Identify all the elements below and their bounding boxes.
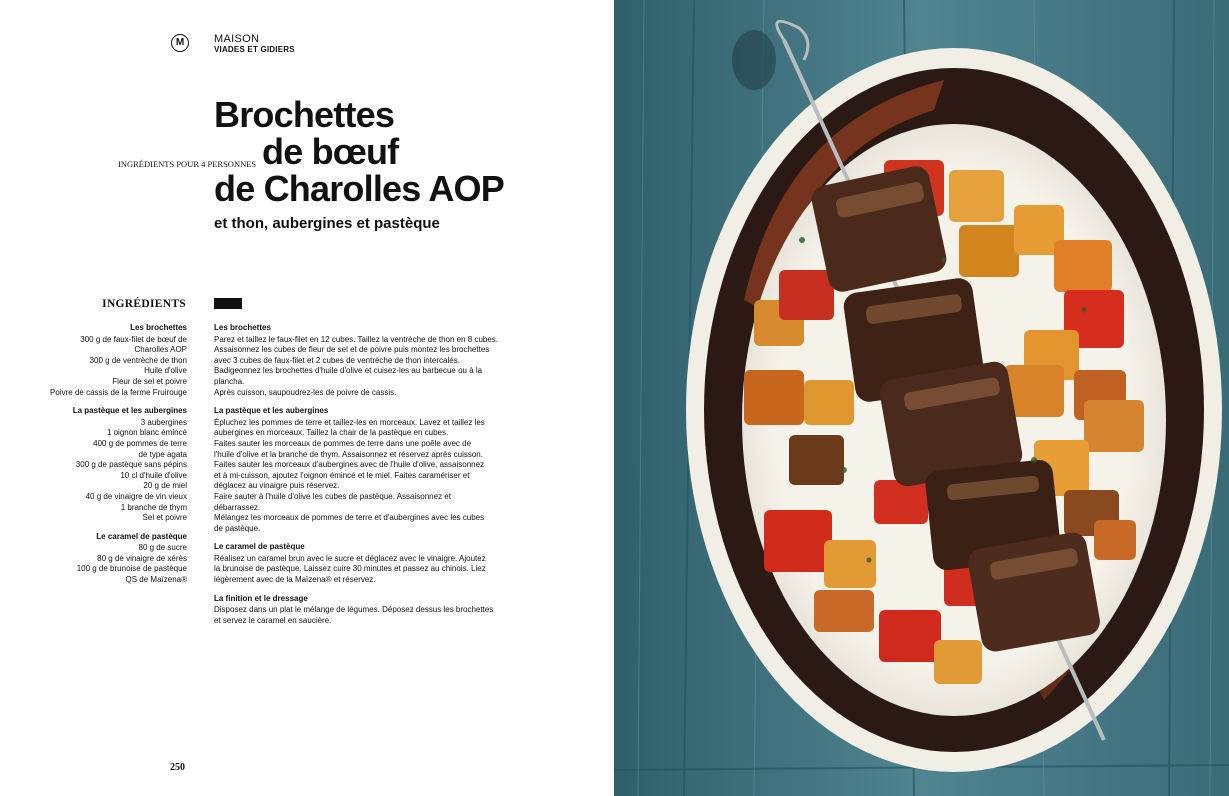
ingredient-item: 300 g de pastèque sans pépins: [75, 460, 187, 470]
method-step: [214, 323, 534, 398]
ingredients-list: [30, 323, 187, 594]
method-step-line: Mélangez les morceaux de pommes de terre et d'aubergines avec les cubes: [214, 513, 485, 523]
ingredient-group-title: Les brochettes: [130, 323, 187, 332]
subsection-label: VIADES ET GIDIERS: [214, 45, 295, 54]
method-step-line: avec 3 cubes de faux-filet et 2 cubes de ventrèche de thon intercalés.: [214, 355, 460, 365]
ingredients-heading: INGRÉDIENTS: [102, 298, 186, 310]
method-step: [214, 594, 534, 627]
ingredient-item: 1 oignon blanc émincé: [106, 428, 187, 438]
method-step-line: et à mi-cuisson, ajoutez l'oignon émincé et le miel. Faites caramériser et: [214, 470, 470, 480]
ingredient-group: [30, 406, 187, 524]
ingredient-item: 400 g de pommes de terre: [93, 438, 187, 448]
ingredient-item: Sel et poivre: [142, 513, 187, 523]
ingredient-item: Fleur de sel et poivre: [112, 376, 187, 386]
ingredient-item: 80 g de sucre: [138, 543, 187, 553]
method-step-line: Après cuisson, saupoudrez-les de poivre de cassis.: [214, 387, 397, 397]
method-step-title: La pastèque et les aubergines: [214, 406, 329, 416]
ingredient-item: Charolles AOP: [134, 345, 187, 355]
method-step-line: Badigeonnez les brochettes d'huile d'olive et cuisez-les au barbecue ou à la: [214, 366, 483, 376]
ingredient-item: de type agata: [138, 449, 187, 459]
ingredient-item: 10 cl d'huile d'olive: [120, 470, 187, 480]
ingredient-item: 80 g de vinaigre de xérès: [97, 553, 187, 563]
method-step-line: Faites sauter les morceaux d'aubergines avec de l'huile d'olive, assaisonnez: [214, 460, 485, 470]
method-step-title: La finition et le dressage: [214, 593, 308, 603]
ingredient-item: 20 g de miel: [143, 481, 187, 491]
recipe-title: [214, 96, 504, 207]
ingredient-group: [30, 323, 187, 398]
method-step-title: Les brochettes: [214, 323, 271, 332]
title-line: Brochettes: [214, 94, 395, 135]
method-step-line: aubergines en morceaux. Taillez la chair de la pastèque en cubes.: [214, 428, 449, 438]
ingredient-item: 3 aubergines: [140, 417, 187, 427]
left-page: [0, 0, 614, 796]
method-step-line: la brunoise de pastèque. Laissez cuire 30 minutes et passez au chinois. Liez: [214, 564, 486, 574]
dish-photo: [614, 0, 1229, 796]
method-step-line: légèrement avec de la Maïzena® et réservez.: [214, 575, 376, 585]
method-step-line: déglacez au vinaigre puis réservez.: [214, 481, 340, 491]
method-step-line: Disposez dans un plat le mélange de légumes. Déposez dessus les brochettes: [214, 605, 494, 615]
photo-illustration: [614, 0, 1229, 796]
ingredient-item: 300 g de ventrèche de thon: [89, 355, 187, 365]
method-step-line: Faire sauter à l'huile d'olive les cubes de pastèque. Assaisonnez et: [214, 491, 451, 501]
method-step-line: Réalisez un caramel brun avec le sucre et déglacez avec le vinaigre. Ajoutez: [214, 553, 486, 563]
ingredient-item: 300 g de faux-filet de bœuf de: [80, 334, 187, 344]
method-steps: [214, 323, 534, 634]
method-step-line: Assaisonnez les cubes de fleur de sel et de poivre puis montez les brochettes: [214, 345, 490, 355]
method-step-line: plancha.: [214, 376, 245, 386]
ingredient-item: Poivre de cassis de la ferme Fruirouge: [50, 387, 187, 397]
method-step-line: Parez et taillez le faux-filet en 12 cubes. Taillez la ventrèche de thon en 8 cubes.: [214, 334, 499, 344]
ingredient-item: 40 g de vinaigre de vin vieux: [85, 491, 187, 501]
method-step: [214, 542, 534, 585]
ingredient-item: 1 branche de thym: [120, 502, 187, 512]
method-step-line: débarrassez.: [214, 502, 261, 512]
maison-badge-icon: M: [171, 34, 189, 52]
method-step-line: et servez le caramel en saucière.: [214, 615, 332, 625]
method-step-line: Épluchez les pommes de terre et taillez-les en morceaux. Lavez et taillez les: [214, 417, 485, 427]
ingredient-group-title: La pastèque et les aubergines: [72, 406, 187, 416]
method-step-line: l'huile d'olive et la branche de thym. Assaisonnez et réservez après cuisson.: [214, 449, 483, 459]
method-step-line: Faites sauter les morceaux de pommes de terre dans une poêle avec de: [214, 438, 472, 448]
section-marker-bar: [214, 298, 242, 309]
method-step-line: de pastèque.: [214, 523, 261, 533]
ingredient-group-title: Le caramel de pastèque: [96, 531, 187, 541]
ingredient-group: [30, 532, 187, 586]
method-step-title: Le caramel de pastèque: [214, 542, 305, 552]
title-line: de Charolles AOP: [214, 168, 504, 209]
ingredient-item: Huile d'olive: [144, 366, 187, 376]
ingredient-item: QS de Maïzena®: [125, 575, 187, 585]
section-label: MAISON: [214, 33, 260, 45]
method-step: [214, 406, 534, 534]
page-number: 250: [170, 762, 185, 773]
ingredient-item: 100 g de brunoise de pastèque: [76, 564, 187, 574]
recipe-subtitle: et thon, aubergines et pastèque: [214, 215, 440, 232]
servings-note: INGRÉDIENTS POUR 4 PERSONNES: [118, 159, 257, 169]
title-line: de bœuf: [262, 131, 399, 172]
